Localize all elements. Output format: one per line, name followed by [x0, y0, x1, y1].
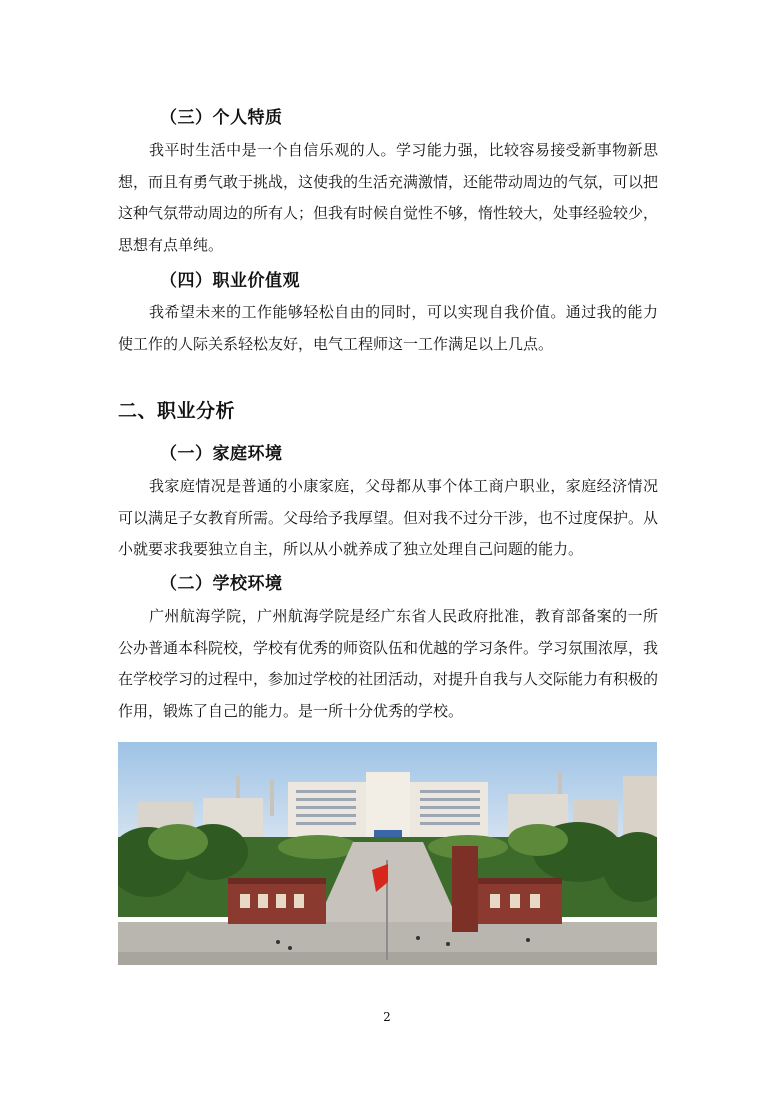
paragraph-family-environment: 我家庭情况是普通的小康家庭，父母都从事个体工商户职业，家庭经济情况可以满足子女教育所需。父母给予我厚望。但对我不过分干涉，也不过度保护。从小就要求我要独立自主，所以从小就养成了独立处理自己问题的能力。: [118, 477, 659, 558]
section-heading-career-values: （四）职业价值观: [160, 271, 300, 291]
section-heading-family-environment: （一）家庭环境: [160, 444, 283, 464]
section-heading-personal-traits: （三）个人特质: [160, 108, 283, 128]
section-heading-school-environment: （二）学校环境: [160, 574, 283, 594]
paragraph-career-values: 我希望未来的工作能够轻松自由的同时，可以实现自我价值。通过我的能力使工作的人际关系轻松友好，电气工程师这一工作满足以上几点。: [118, 303, 658, 353]
campus-photo-illustration: [118, 742, 657, 965]
campus-photo: [118, 742, 657, 965]
paragraph-school-environment: 广州航海学院，广州航海学院是经广东省人民政府批准，教育部备案的一所公办普通本科院校，学校有优秀的师资队伍和优越的学习条件。学习氛围浓厚，我在学校学习的过程中，参加过学校的社团活动，对提升自我与人交际能力有积极的作用，锻炼了自己的能力。是一所十分优秀的学校。: [118, 607, 659, 720]
chapter-heading-career-analysis: 二、职业分析: [118, 400, 236, 422]
page-number: 2: [383, 1010, 391, 1024]
paragraph-personal-traits: 我平时生活中是一个自信乐观的人。学习能力强，比较容易接受新事物新思想，而且有勇气敢于挑战，这使我的生活充满激情，还能带动周边的气氛，可以把这种气氛带动周边的所有人；但我有时候自觉性不够，惰性较大，处事经验较少，思想有点单纯。: [118, 141, 659, 254]
